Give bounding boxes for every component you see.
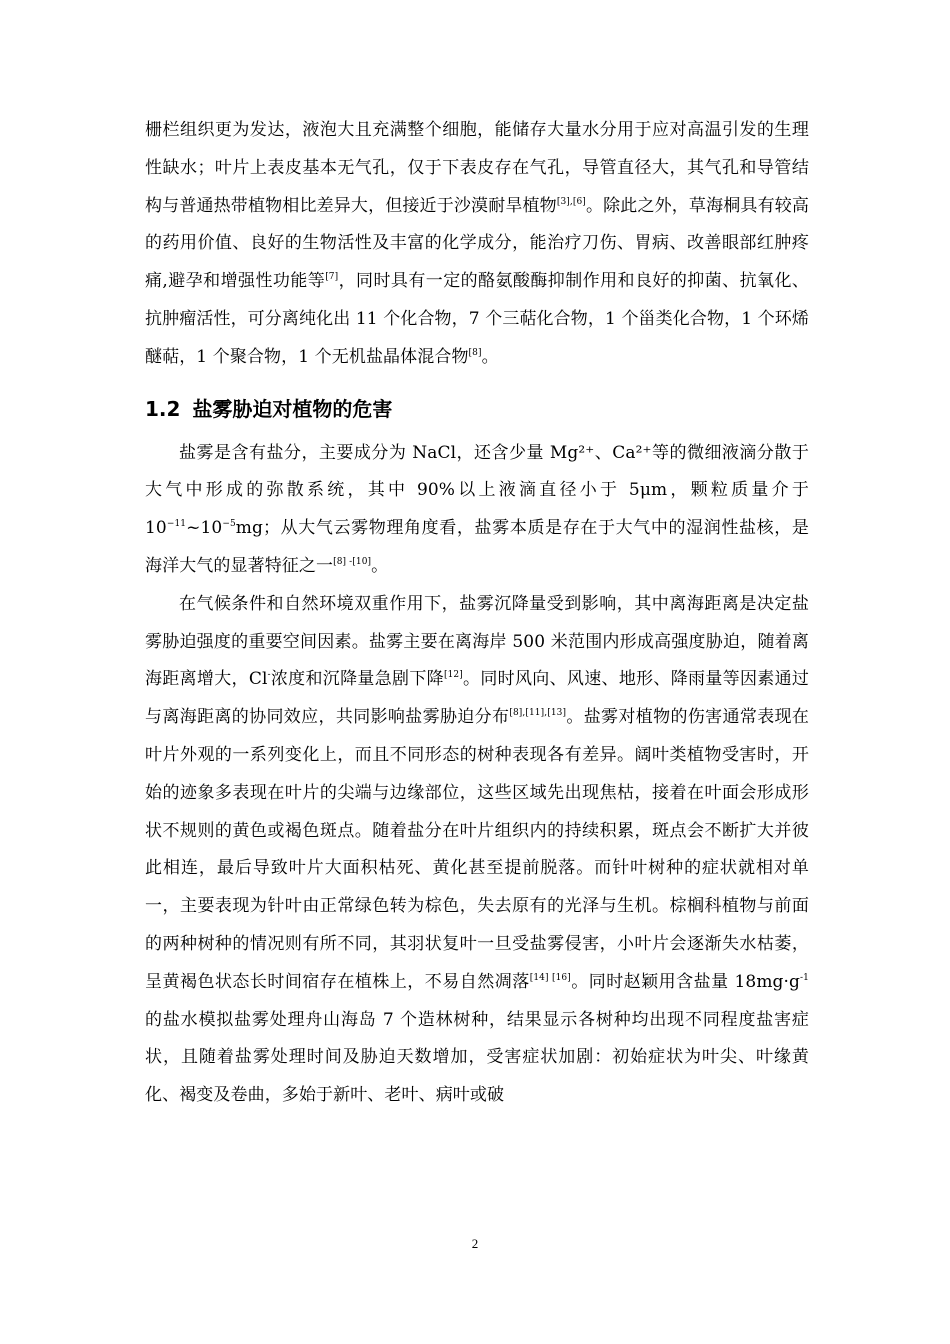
paragraph-text: mg；从大气云雾物理角度看，盐雾本质是存在于大气中的湿润性盐核，是海洋大气的显著特征之一 bbox=[145, 518, 809, 576]
citation-superscript: −11 bbox=[166, 518, 187, 529]
citation-superscript: [8] -[10] bbox=[333, 556, 372, 567]
paragraph-text: 。 bbox=[481, 346, 499, 367]
paragraph-text: 浓度和沉降量急剧下降 bbox=[270, 669, 444, 690]
paragraph-text: ~10 bbox=[186, 518, 223, 539]
paragraph bbox=[145, 435, 809, 586]
paragraph-text: 。 bbox=[371, 555, 389, 576]
section-paragraphs bbox=[145, 435, 809, 1115]
citation-superscript: -1 bbox=[800, 972, 809, 983]
intro-paragraphs bbox=[145, 112, 809, 377]
paragraph-text: 。同时赵颖用含盐量 18mg·g bbox=[570, 971, 801, 992]
page-body bbox=[145, 112, 809, 1115]
citation-superscript: [3],[6] bbox=[556, 196, 586, 207]
paragraph-text: ，同时具有一定的酪氨酸酶抑制作用和良好的抑菌、抗氧化、抗肿瘤活性，可分离纯化出 11 个化合物，7 个三萜化合物，1 个甾类化合物，1 个环烯醚萜，1 个聚合物，1 个无机盐晶体混合物 bbox=[145, 271, 809, 367]
citation-superscript: [8],[11],[13] bbox=[509, 707, 567, 718]
section-title: 盐雾胁迫对植物的危害 bbox=[192, 396, 393, 421]
citation-superscript: - bbox=[267, 670, 271, 681]
section-heading bbox=[145, 393, 809, 425]
paragraph-text: 在气候条件和自然环境双重作用下，盐雾沉降量受到影响，其中离海距离是决定盐雾胁迫强度的重要空间因素。盐雾主要在离海岸 500 米范围内形成高强度胁迫，随着离海距离增大，Cl bbox=[145, 593, 809, 690]
paragraph bbox=[145, 586, 809, 1115]
paragraph-text: 。盐雾对植物的伤害通常表现在叶片外观的一系列变化上，而且不同形态的树种表现各有差异。阔叶类植物受害时，开始的迹象多表现在叶片的尖端与边缘部位，这些区域先出现焦枯，接着在叶面会形成形状不规则的黄色或褐色斑点。随着盐分在叶片组织内的持续积累，斑点会不断扩大并彼此相连，最后导致叶片大面积枯死、黄化甚至提前脱落。而针叶树种的症状就相对单一，主要表现为针叶由正常绿色转为棕色，失去原有的光泽与生机。棕榈科植物与前面的两种树种的情况则有所不同，其羽状复叶一旦受盐雾侵害，小叶片会逐渐失水枯萎，呈黄褐色状态长时间宿存在植株上，不易自然凋落 bbox=[145, 707, 809, 992]
paragraph-text: 盐雾是含有盐分，主要成分为 NaCl，还含少量 Mg²⁺、Ca²⁺等的微细液滴分散于大气中形成的弥散系统，其中 90%以上液滴直径小于 5μm，颗粒质量介于 10 bbox=[145, 442, 809, 539]
citation-superscript: [8] bbox=[468, 347, 482, 358]
paragraph-text: 。除此之外，草海桐具有较高的药用价值、良好的生物活性及丰富的化学成分，能治疗刀伤、胃病、改善眼部红肿疼痛,避孕和增强性功能等 bbox=[145, 195, 809, 292]
paragraph-text: 。同时风向、风速、地形、降雨量等因素通过与离海距离的协同效应，共同影响盐雾胁迫分布 bbox=[145, 669, 809, 728]
citation-superscript: [14] [16] bbox=[529, 972, 571, 983]
page-number: 2 bbox=[471, 1236, 479, 1251]
citation-superscript: −5 bbox=[222, 518, 236, 529]
paragraph-text: 栅栏组织更为发达，液泡大且充满整个细胞，能储存大量水分用于应对高温引发的生理性缺水；叶片上表皮基本无气孔，仅于下表皮存在气孔，导管直径大，其气孔和导管结构与普通热带植物相比差异大，但接近于沙漠耐旱植物 bbox=[145, 120, 809, 216]
citation-superscript: [12] bbox=[443, 670, 463, 681]
paragraph bbox=[145, 112, 809, 377]
paragraph-text: 的盐水模拟盐雾处理舟山海岛 7 个造林树种，结果显示各树种均出现不同程度盐害症状，且随着盐雾处理时间及胁迫天数增加，受害症状加剧：初始症状为叶尖、叶缘黄化、褐变及卷曲，多始于新叶、老叶、病叶或破 bbox=[145, 1009, 809, 1106]
citation-superscript: [7] bbox=[325, 272, 339, 282]
section-number: 1.2 bbox=[145, 396, 181, 421]
